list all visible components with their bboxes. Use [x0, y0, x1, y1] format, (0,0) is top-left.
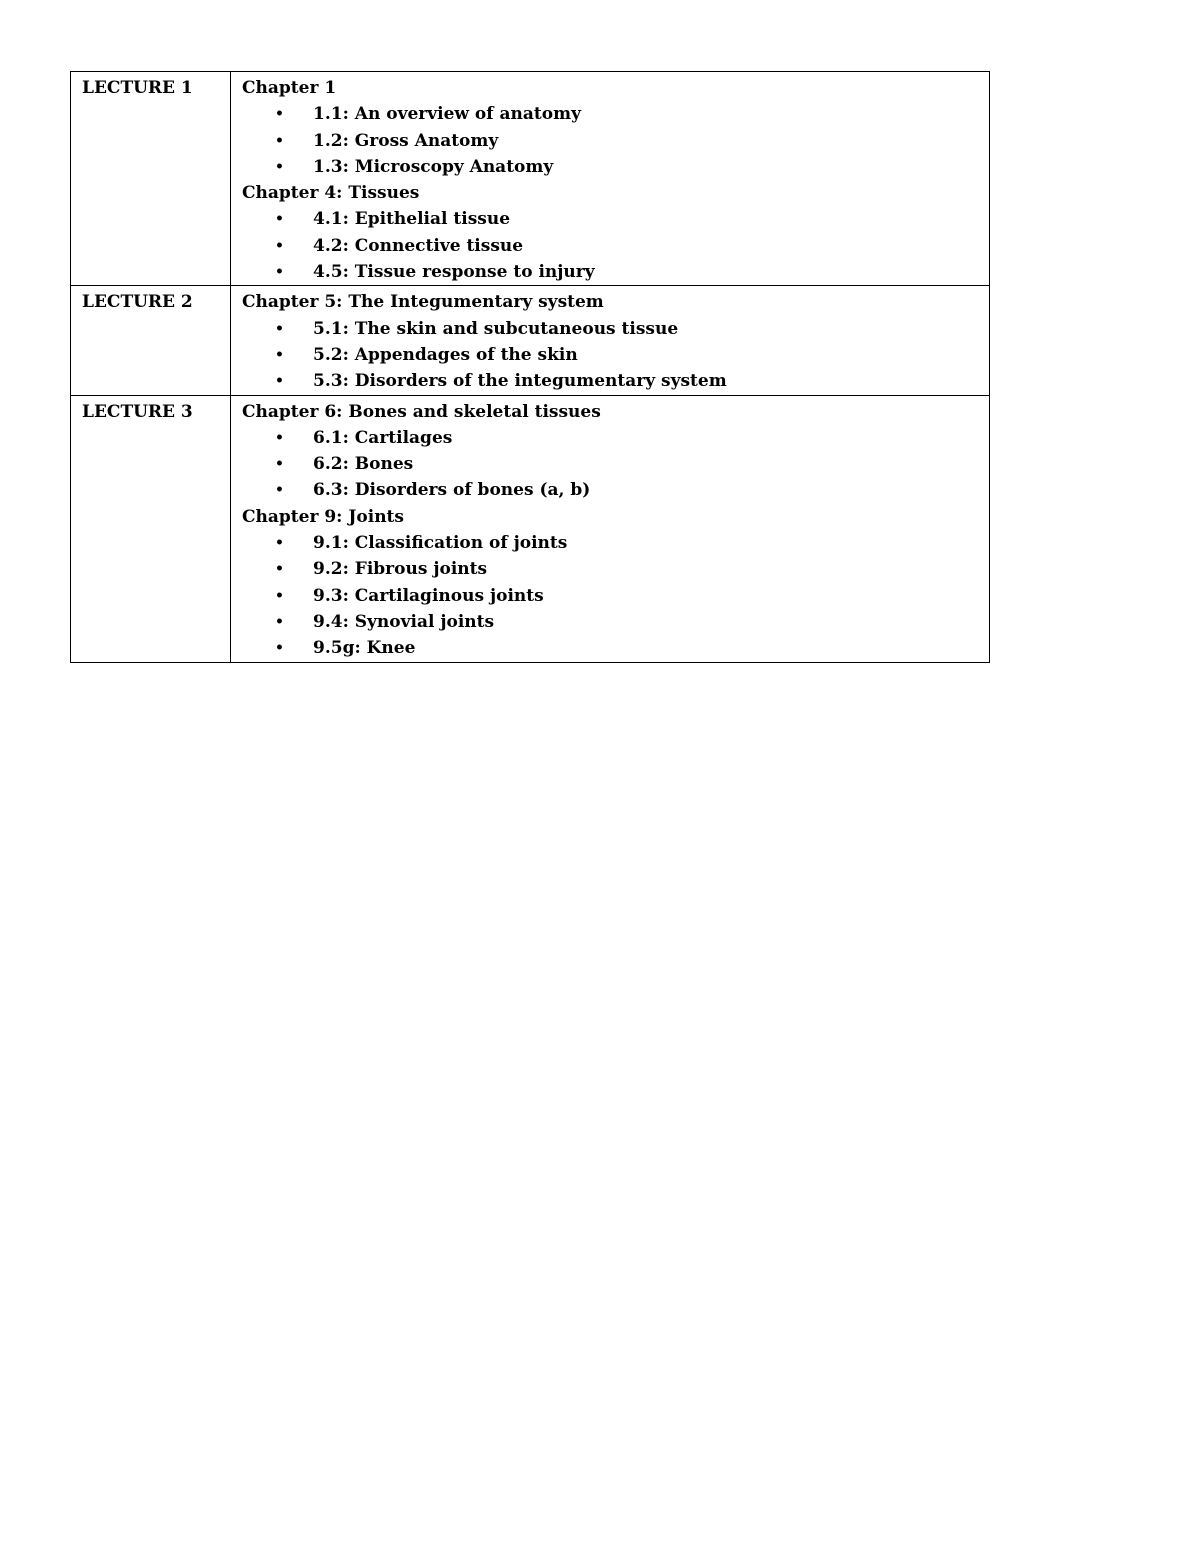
- bullet-icon: •: [275, 237, 284, 254]
- bullet-icon: •: [275, 587, 284, 604]
- bullet-icon: •: [275, 482, 284, 499]
- list-item: [242, 635, 989, 661]
- chapter-title: Chapter 4: Tissues: [242, 183, 420, 204]
- content-cell: [231, 72, 990, 286]
- topic-text: 9.2: Fibrous joints: [313, 559, 488, 580]
- list-item: [242, 206, 989, 232]
- topic-text: 5.1: The skin and subcutaneous tissue: [313, 318, 679, 339]
- bullet-icon: •: [275, 535, 284, 552]
- bullet-icon: •: [275, 456, 284, 473]
- list-item: [242, 342, 989, 368]
- topic-text: 1.3: Microscopy Anatomy: [313, 156, 554, 177]
- lecture-label: LECTURE 2: [82, 292, 193, 313]
- bullet-icon: •: [275, 640, 284, 657]
- topic-text: 9.3: Cartilaginous joints: [313, 585, 544, 606]
- topic-text: 4.5: Tissue response to injury: [313, 262, 595, 283]
- list-item: [242, 425, 989, 451]
- lecture-cell: [71, 72, 231, 286]
- table-row: [71, 72, 990, 286]
- list-item: [242, 556, 989, 582]
- list-item: [242, 101, 989, 127]
- list-item: [242, 477, 989, 503]
- topic-text: 6.2: Bones: [313, 454, 414, 475]
- topic-text: 9.1: Classification of joints: [313, 533, 568, 554]
- list-item: [242, 128, 989, 154]
- topic-text: 9.5g: Knee: [313, 638, 416, 659]
- list-item: [242, 316, 989, 342]
- topic-list: [242, 101, 989, 180]
- bullet-icon: •: [275, 264, 284, 281]
- topic-list: [242, 206, 989, 285]
- content-cell: [231, 286, 990, 395]
- topic-list: [242, 316, 989, 395]
- list-item: [242, 259, 989, 285]
- topic-text: 5.2: Appendages of the skin: [313, 344, 578, 365]
- lecture-label: LECTURE 3: [82, 401, 193, 422]
- content-cell: [231, 395, 990, 662]
- bullet-icon: •: [275, 561, 284, 578]
- chapter-title: Chapter 5: The Integumentary system: [242, 292, 604, 313]
- topic-list: [242, 425, 989, 504]
- list-item: [242, 530, 989, 556]
- lecture-schedule-table: [70, 71, 990, 663]
- table-row: [71, 286, 990, 395]
- topic-text: 1.2: Gross Anatomy: [313, 130, 499, 151]
- list-item: [242, 368, 989, 394]
- bullet-icon: •: [275, 132, 284, 149]
- bullet-icon: •: [275, 158, 284, 175]
- lecture-label: LECTURE 1: [82, 78, 193, 98]
- chapter-title: Chapter 9: Joints: [242, 506, 404, 527]
- lecture-cell: [71, 395, 231, 662]
- bullet-icon: •: [275, 373, 284, 390]
- bullet-icon: •: [275, 613, 284, 630]
- bullet-icon: •: [275, 346, 284, 363]
- list-item: [242, 154, 989, 180]
- bullet-icon: •: [275, 320, 284, 337]
- list-item: [242, 609, 989, 635]
- list-item: [242, 233, 989, 259]
- topic-text: 5.3: Disorders of the integumentary system: [313, 371, 727, 392]
- bullet-icon: •: [275, 106, 284, 123]
- bullet-icon: •: [275, 211, 284, 228]
- topic-text: 9.4: Synovial joints: [313, 611, 495, 632]
- list-item: [242, 451, 989, 477]
- bullet-icon: •: [275, 429, 284, 446]
- lecture-cell: [71, 286, 231, 395]
- table-row: [71, 395, 990, 662]
- topic-text: 4.2: Connective tissue: [313, 235, 524, 256]
- topic-text: 6.1: Cartilages: [313, 427, 453, 448]
- chapter-title: Chapter 6: Bones and skeletal tissues: [242, 401, 601, 422]
- list-item: [242, 583, 989, 609]
- topic-text: 4.1: Epithelial tissue: [313, 209, 511, 230]
- topic-text: 1.1: An overview of anatomy: [313, 104, 581, 125]
- topic-list: [242, 530, 989, 661]
- chapter-title: Chapter 1: [242, 78, 337, 98]
- topic-text: 6.3: Disorders of bones (a, b): [313, 480, 591, 501]
